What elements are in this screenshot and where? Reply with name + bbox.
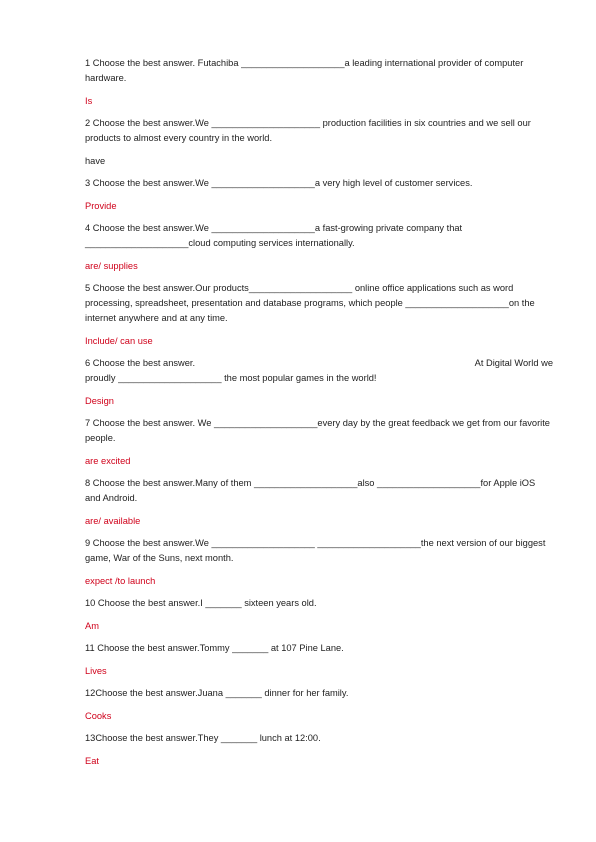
answer-12: Cooks xyxy=(85,710,112,721)
question-6-right: At Digital World we xyxy=(474,358,553,368)
answer-8: are/ available xyxy=(85,515,141,526)
answer-4: are/ supplies xyxy=(85,260,138,271)
answer-13: Eat xyxy=(85,755,99,766)
question-13: 13Choose the best answer.They _______ lunch at 12:00. xyxy=(85,733,321,743)
answer-3: Provide xyxy=(85,200,117,211)
question-12: 12Choose the best answer.Juana _______ dinner for her family. xyxy=(85,688,349,698)
question-6 xyxy=(85,356,553,386)
answer-2: have xyxy=(85,155,106,166)
question-1: 1 Choose the best answer. Futachiba ____________________a leading international provider of computer hardware. xyxy=(85,58,524,83)
answer-1: Is xyxy=(85,95,93,106)
answer-11: Lives xyxy=(85,665,107,676)
question-5: 5 Choose the best answer.Our products____________________ online office applications such as word processing, spreadsheet, presentation and database programs, which people ____________________on the internet anywhere and at any time. xyxy=(85,283,535,323)
question-11: 11 Choose the best answer.Tommy _______ at 107 Pine Lane. xyxy=(85,643,344,653)
question-3: 3 Choose the best answer.We ____________________a very high level of customer services. xyxy=(85,178,473,188)
question-list xyxy=(85,56,553,769)
question-2: 2 Choose the best answer.We _____________________ production facilities in six countries and we sell our products to almost every country in the world. xyxy=(85,118,531,143)
answer-10: Am xyxy=(85,620,99,631)
question-8: 8 Choose the best answer.Many of them ____________________also ____________________for Apple iOS and Android. xyxy=(85,478,536,503)
question-10: 10 Choose the best answer.I _______ sixteen years old. xyxy=(85,598,317,608)
answer-6: Design xyxy=(85,395,114,406)
question-7: 7 Choose the best answer. We ____________________every day by the great feedback we get from our favorite people. xyxy=(85,418,550,443)
question-4: 4 Choose the best answer.We ____________________a fast-growing private company that ____________________cloud computing services internationally. xyxy=(85,223,463,248)
question-9: 9 Choose the best answer.We ____________________ ____________________the next version of our biggest game, War of the Suns, next month. xyxy=(85,538,546,563)
answer-7: are excited xyxy=(85,455,131,466)
answer-5: Include/ can use xyxy=(85,335,153,346)
question-6-left: 6 Choose the best answer. xyxy=(85,358,196,368)
answer-9: expect /to launch xyxy=(85,575,156,586)
question-6-rest: proudly ____________________ the most popular games in the world! xyxy=(85,373,377,383)
question-6-first-line xyxy=(85,356,553,371)
